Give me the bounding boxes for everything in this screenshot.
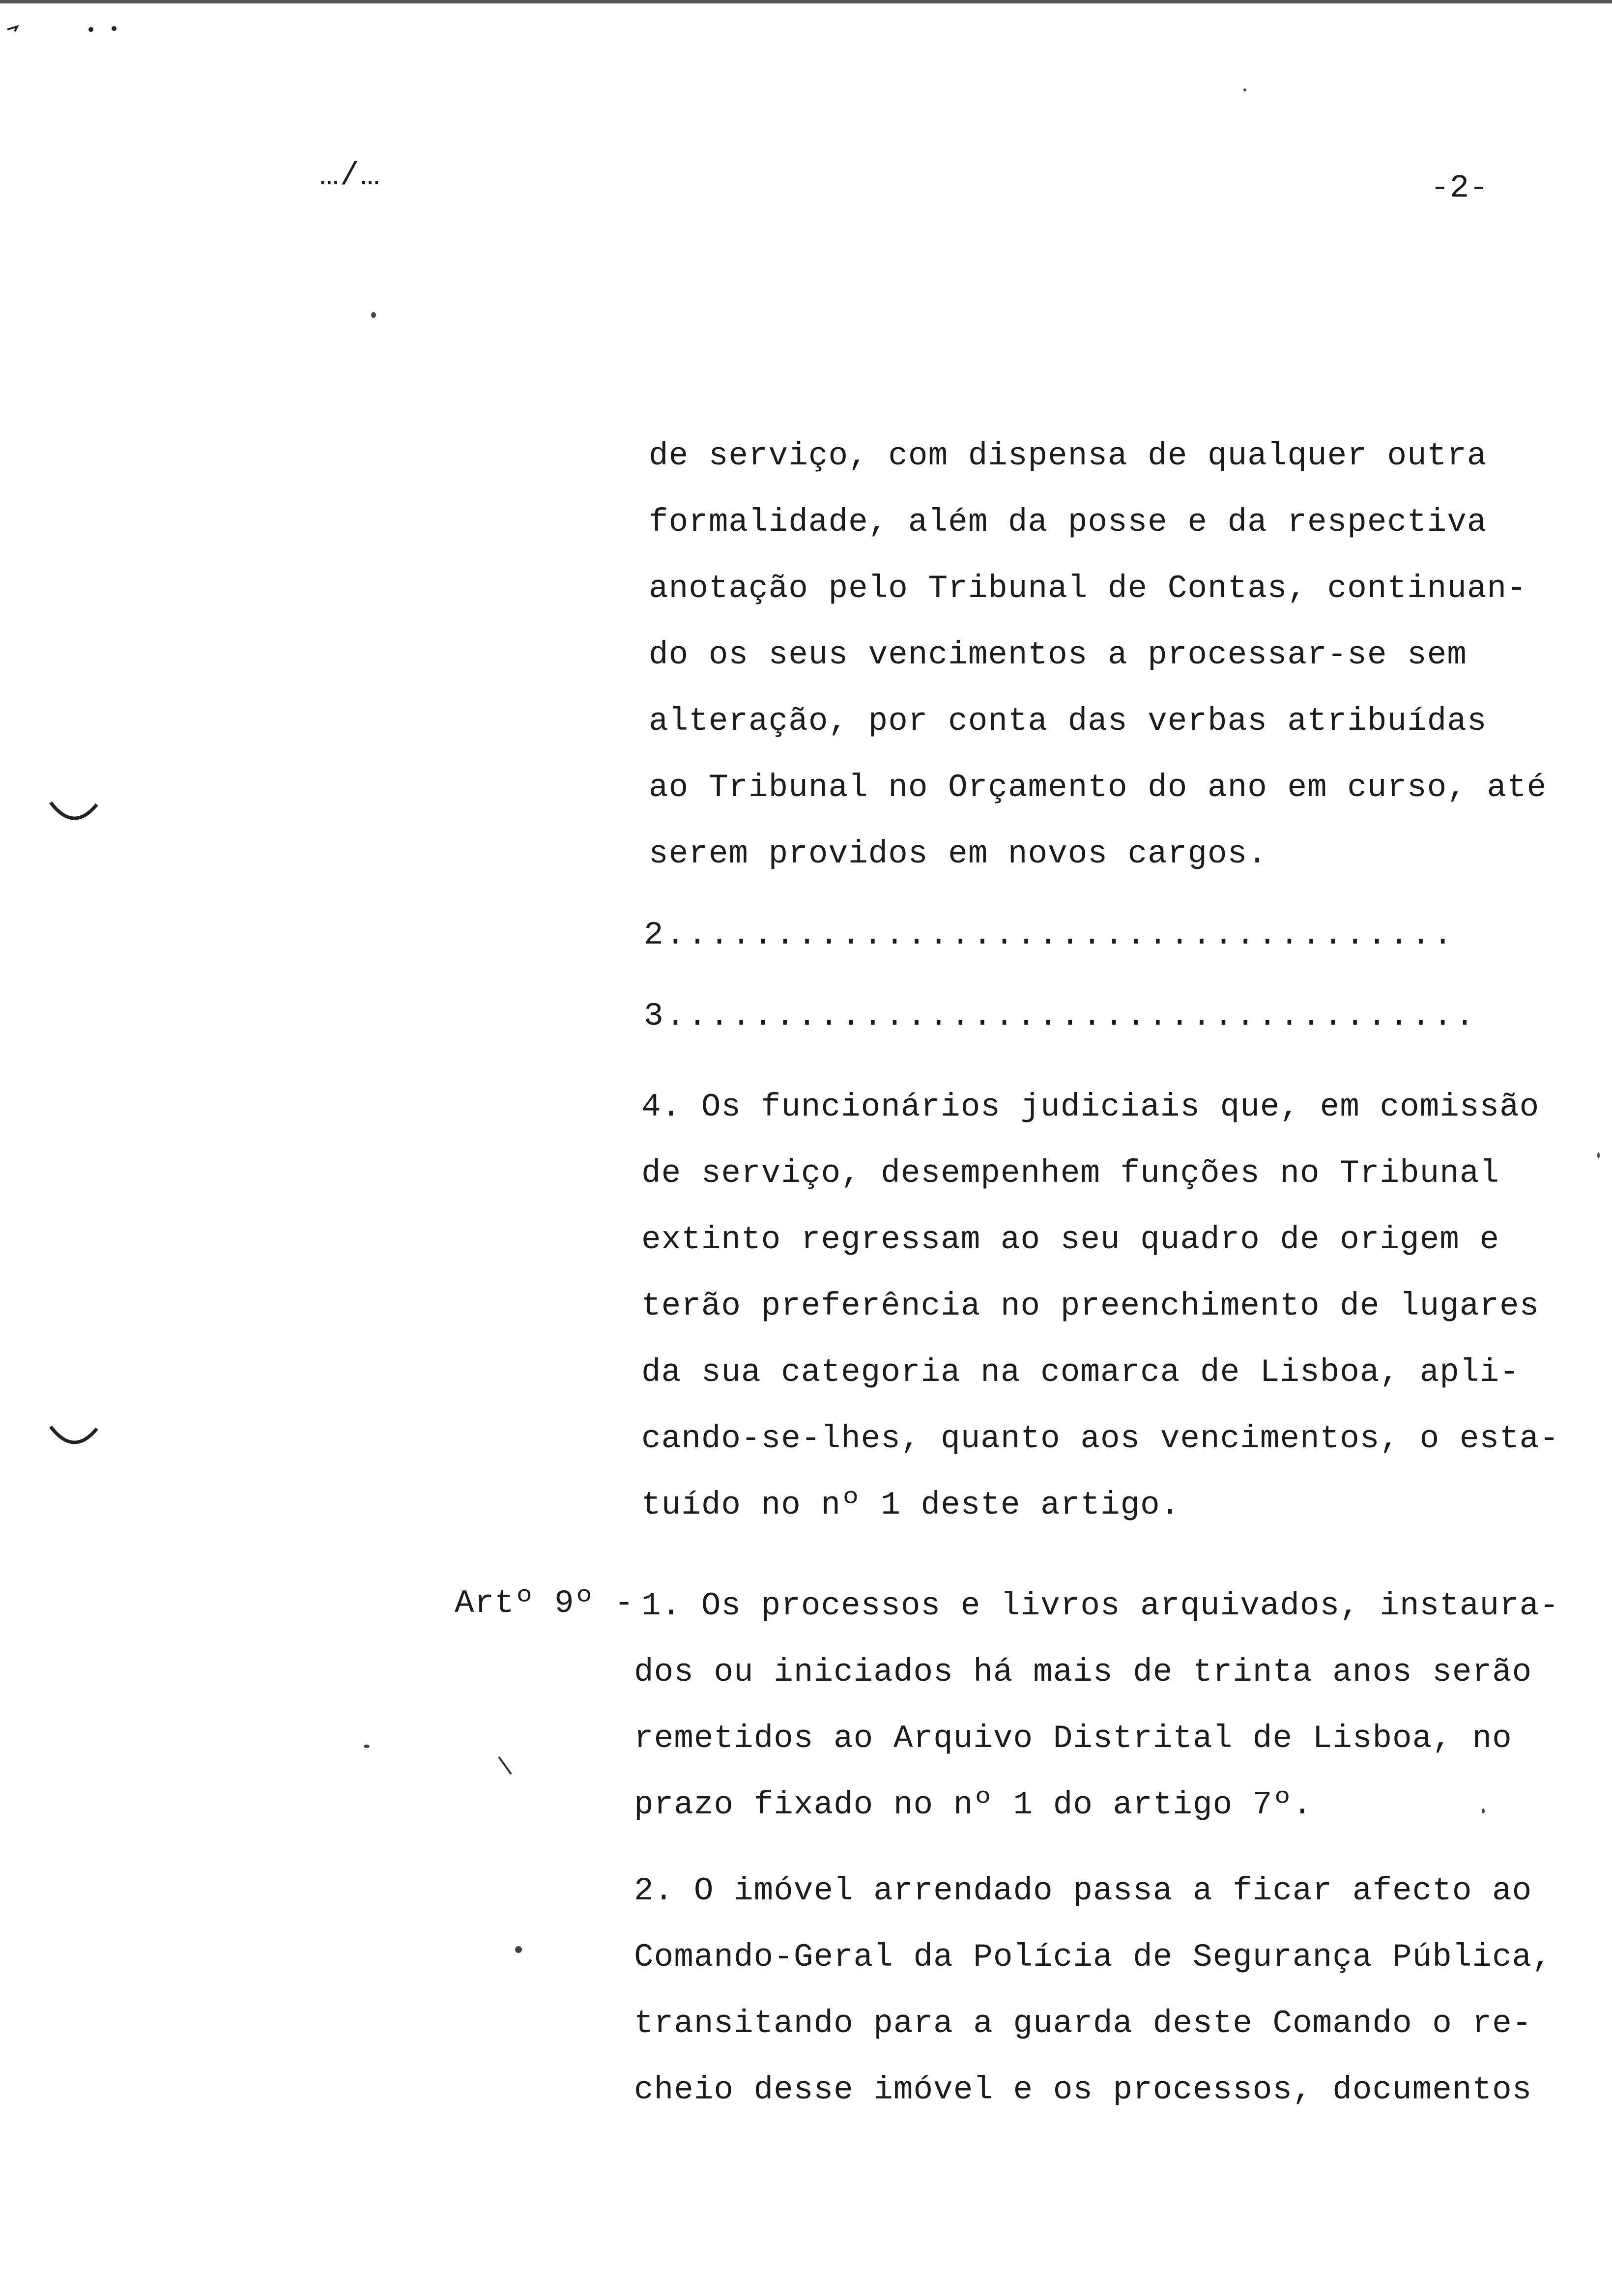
speck (1243, 88, 1246, 91)
text-line: serem providos em novos cargos. (649, 835, 1267, 872)
corner-scribble-mark (5, 20, 123, 39)
text-line: da sua categoria na comarca de Lisboa, apli- (641, 1354, 1520, 1391)
speck (371, 312, 376, 318)
text-line: formalidade, além da posse e da respectiva (649, 504, 1487, 541)
punch-hole-mark-lower (47, 1423, 101, 1452)
speck (1597, 1152, 1600, 1158)
text-line: 1. Os processos e livros arquivados, instaura- (641, 1587, 1559, 1624)
text-line: alteração, por conta das verbas atribuídas (649, 703, 1487, 740)
text-line: prazo fixado no nº 1 do artigo 7º. (634, 1786, 1313, 1823)
text-line: de serviço, desempenhem funções no Tribunal (641, 1155, 1500, 1192)
speck (515, 1946, 522, 1953)
text-line: de serviço, com dispensa de qualquer outra (649, 437, 1487, 474)
text-line: dos ou iniciados há mais de trinta anos serão (634, 1654, 1532, 1691)
text-line: 4. Os funcionários judiciais que, em comissão (641, 1089, 1540, 1125)
page-number: -2- (1430, 170, 1489, 206)
text-line: anotação pelo Tribunal de Contas, continuan- (649, 570, 1527, 607)
article-heading: Artº 9º - (455, 1585, 634, 1622)
speck (1482, 1808, 1485, 1813)
text-line: cando-se-lhes, quanto aos vencimentos, o esta- (641, 1420, 1559, 1457)
text-line: 2. O imóvel arrendado passa a ficar afecto ao (634, 1872, 1532, 1909)
omitted-item-3: 3..................................... (644, 998, 1477, 1034)
speck (364, 1745, 370, 1748)
continuation-marker: …/… (319, 157, 381, 194)
text-line: do os seus vencimentos a processar-se sem (649, 636, 1467, 673)
text-line: tuído no nº 1 deste artigo. (641, 1487, 1180, 1523)
stray-slash-mark (496, 1754, 516, 1779)
punch-hole-mark-upper (47, 799, 101, 828)
text-line: ao Tribunal no Orçamento do ano em curso, até (649, 769, 1547, 806)
text-line: terão preferência no preenchimento de lugares (641, 1288, 1540, 1324)
omitted-item-2: 2.................................... (644, 917, 1455, 953)
text-line: Comando-Geral da Polícia de Segurança Pública, (634, 1939, 1552, 1976)
text-line: transitando para a guarda deste Comando o re- (634, 2005, 1532, 2042)
text-line: cheio desse imóvel e os processos, documentos (634, 2071, 1532, 2108)
scan-top-edge (0, 0, 1612, 3)
text-line: remetidos ao Arquivo Distrital de Lisboa, no (634, 1720, 1512, 1757)
text-line: extinto regressam ao seu quadro de origem e (641, 1221, 1500, 1258)
